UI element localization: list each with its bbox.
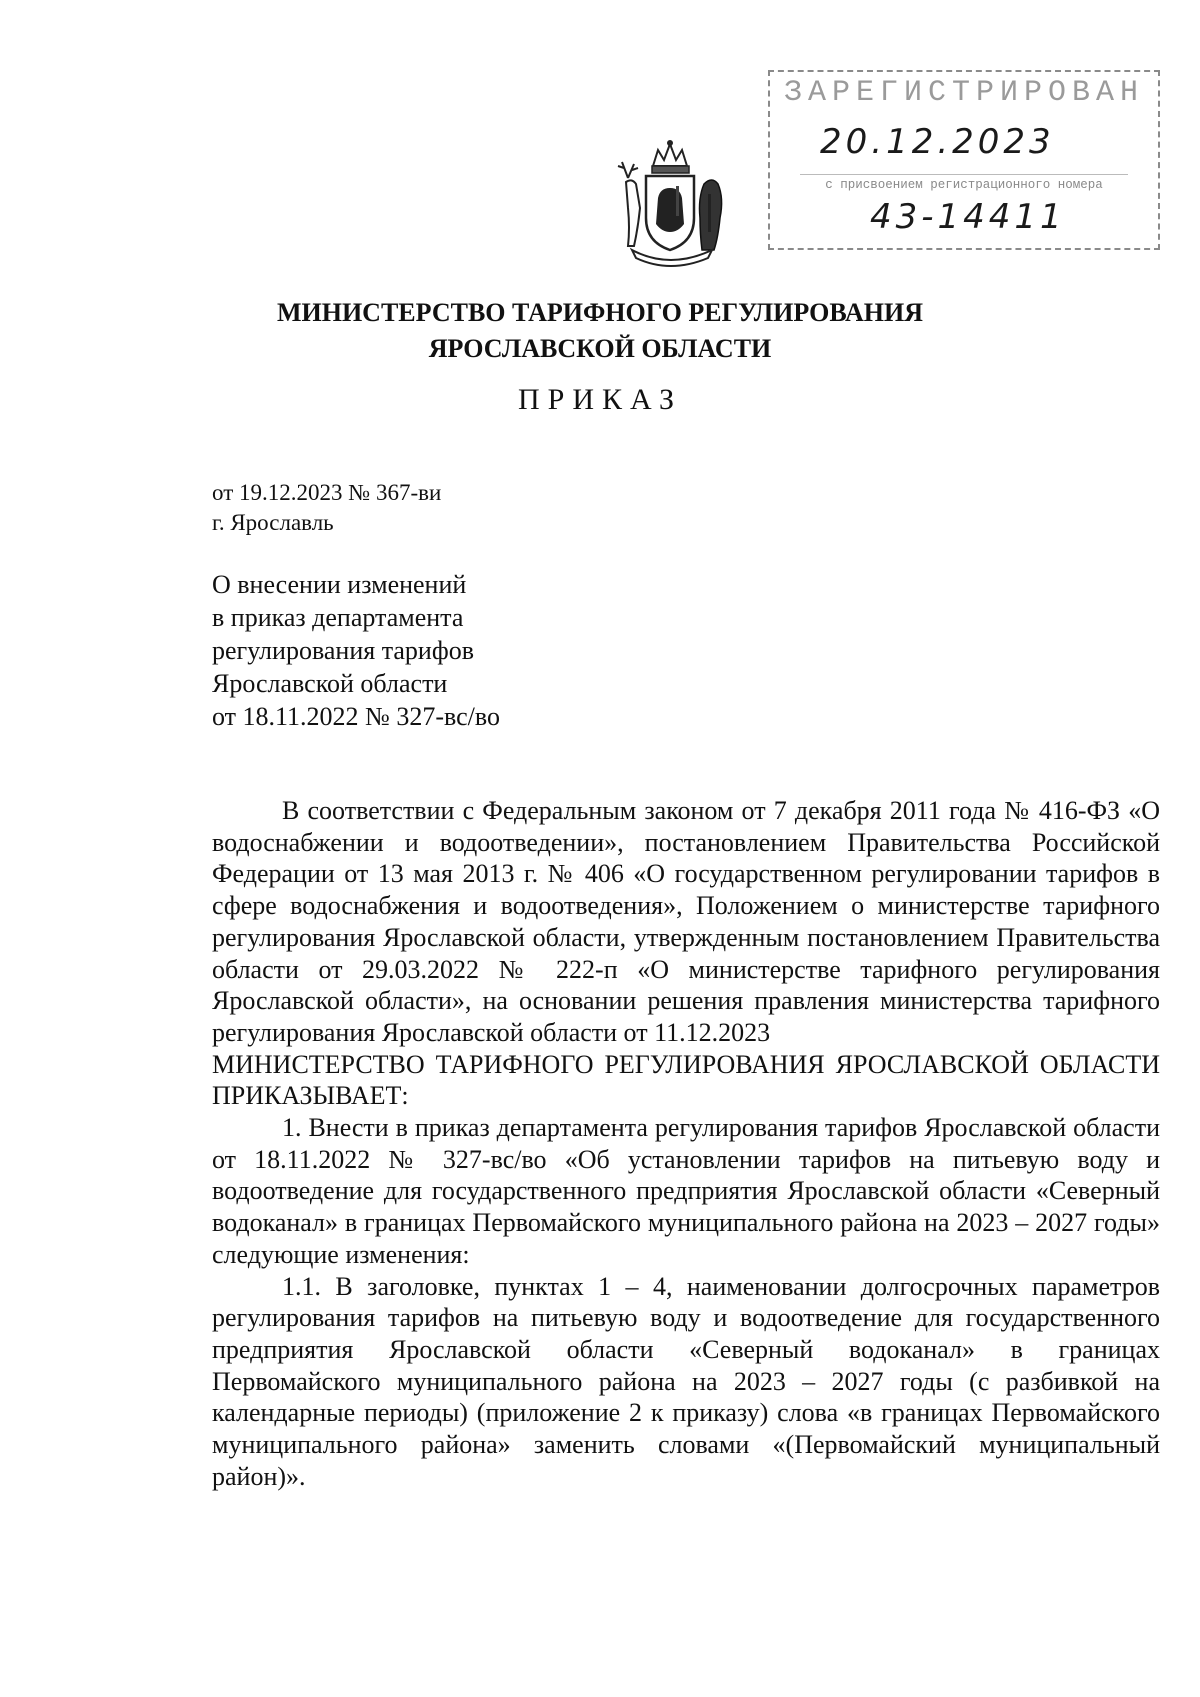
subject-line: от 18.11.2022 № 327-вс/во	[212, 702, 501, 731]
stamp-number: 43-14411	[870, 197, 1066, 237]
organization-name	[0, 295, 1200, 367]
document-body	[212, 795, 1160, 1492]
document-city: г. Ярославль	[212, 510, 334, 535]
stamp-caption: с присвоением регистрационного номера	[825, 178, 1103, 192]
coat-of-arms-icon	[608, 138, 733, 273]
order-item-1: 1. Внести в приказ департамента регулирования тарифов Ярославской области от 18.11.2022 № 327-вс/во «Об установлении тарифов на питьевую воду и водоотведение для государственного предприятия Ярославской области «Северный водоканал» в границах Первомайского муниципального района на 2023 – 2027 годы» следующие изменения:	[212, 1113, 1160, 1269]
subject-line: О внесении изменений	[212, 570, 467, 599]
subject-line: регулирования тарифов	[212, 636, 474, 665]
organization-name-line2: ЯРОСЛАВСКОЙ ОБЛАСТИ	[428, 334, 772, 363]
order-item-1-1: 1.1. В заголовке, пунктах 1 – 4, наименовании долгосрочных параметров регулирования тарифов на питьевую воду и водоотведение для государственного предприятия Ярославской области «Северный водоканал» в границах Первомайского муниципального района на 2023 – 2027 годы (с разбивкой на календарные периоды) (приложение 2 к приказу) слова «в границах Первомайского муниципального района» заменить словами «(Первомайский муниципальный район)».	[212, 1271, 1160, 1491]
stamp-title: ЗАРЕГИСТРИРОВАН	[783, 76, 1145, 110]
order-phrase: МИНИСТЕРСТВО ТАРИФНОГО РЕГУЛИРОВАНИЯ ЯРОСЛАВСКОЙ ОБЛАСТИ ПРИКАЗЫВАЕТ:	[212, 1049, 1160, 1111]
registration-stamp	[768, 70, 1160, 250]
stamp-divider	[800, 174, 1128, 175]
document-date-number: от 19.12.2023 № 367-ви	[212, 480, 442, 505]
document-subject	[212, 568, 500, 733]
organization-name-line1: МИНИСТЕРСТВО ТАРИФНОГО РЕГУЛИРОВАНИЯ	[276, 298, 924, 327]
document-meta	[212, 478, 441, 538]
subject-line: в приказ департамента	[212, 603, 464, 632]
stamp-date: 20.12.2023	[820, 122, 1055, 162]
preamble-paragraph: В соответствии с Федеральным законом от 7 декабря 2011 года № 416-ФЗ «О водоснабжении и водоотведении», постановлением Правительства Российской Федерации от 13 мая 2013 г. № 406 «О государственном регулировании тарифов в сфере водоснабжения и водоотведения», Положением о министерстве тарифного регулирования Ярославской области, утвержденным постановлением Правительства области от 29.03.2022 № 222-п «О министерстве тарифного регулирования Ярославской области», на основании решения правления министерства тарифного регулирования Ярославской области от 11.12.2023	[212, 796, 1160, 1047]
subject-line: Ярославской области	[212, 669, 448, 698]
document-type: ПРИКАЗ	[518, 383, 682, 416]
